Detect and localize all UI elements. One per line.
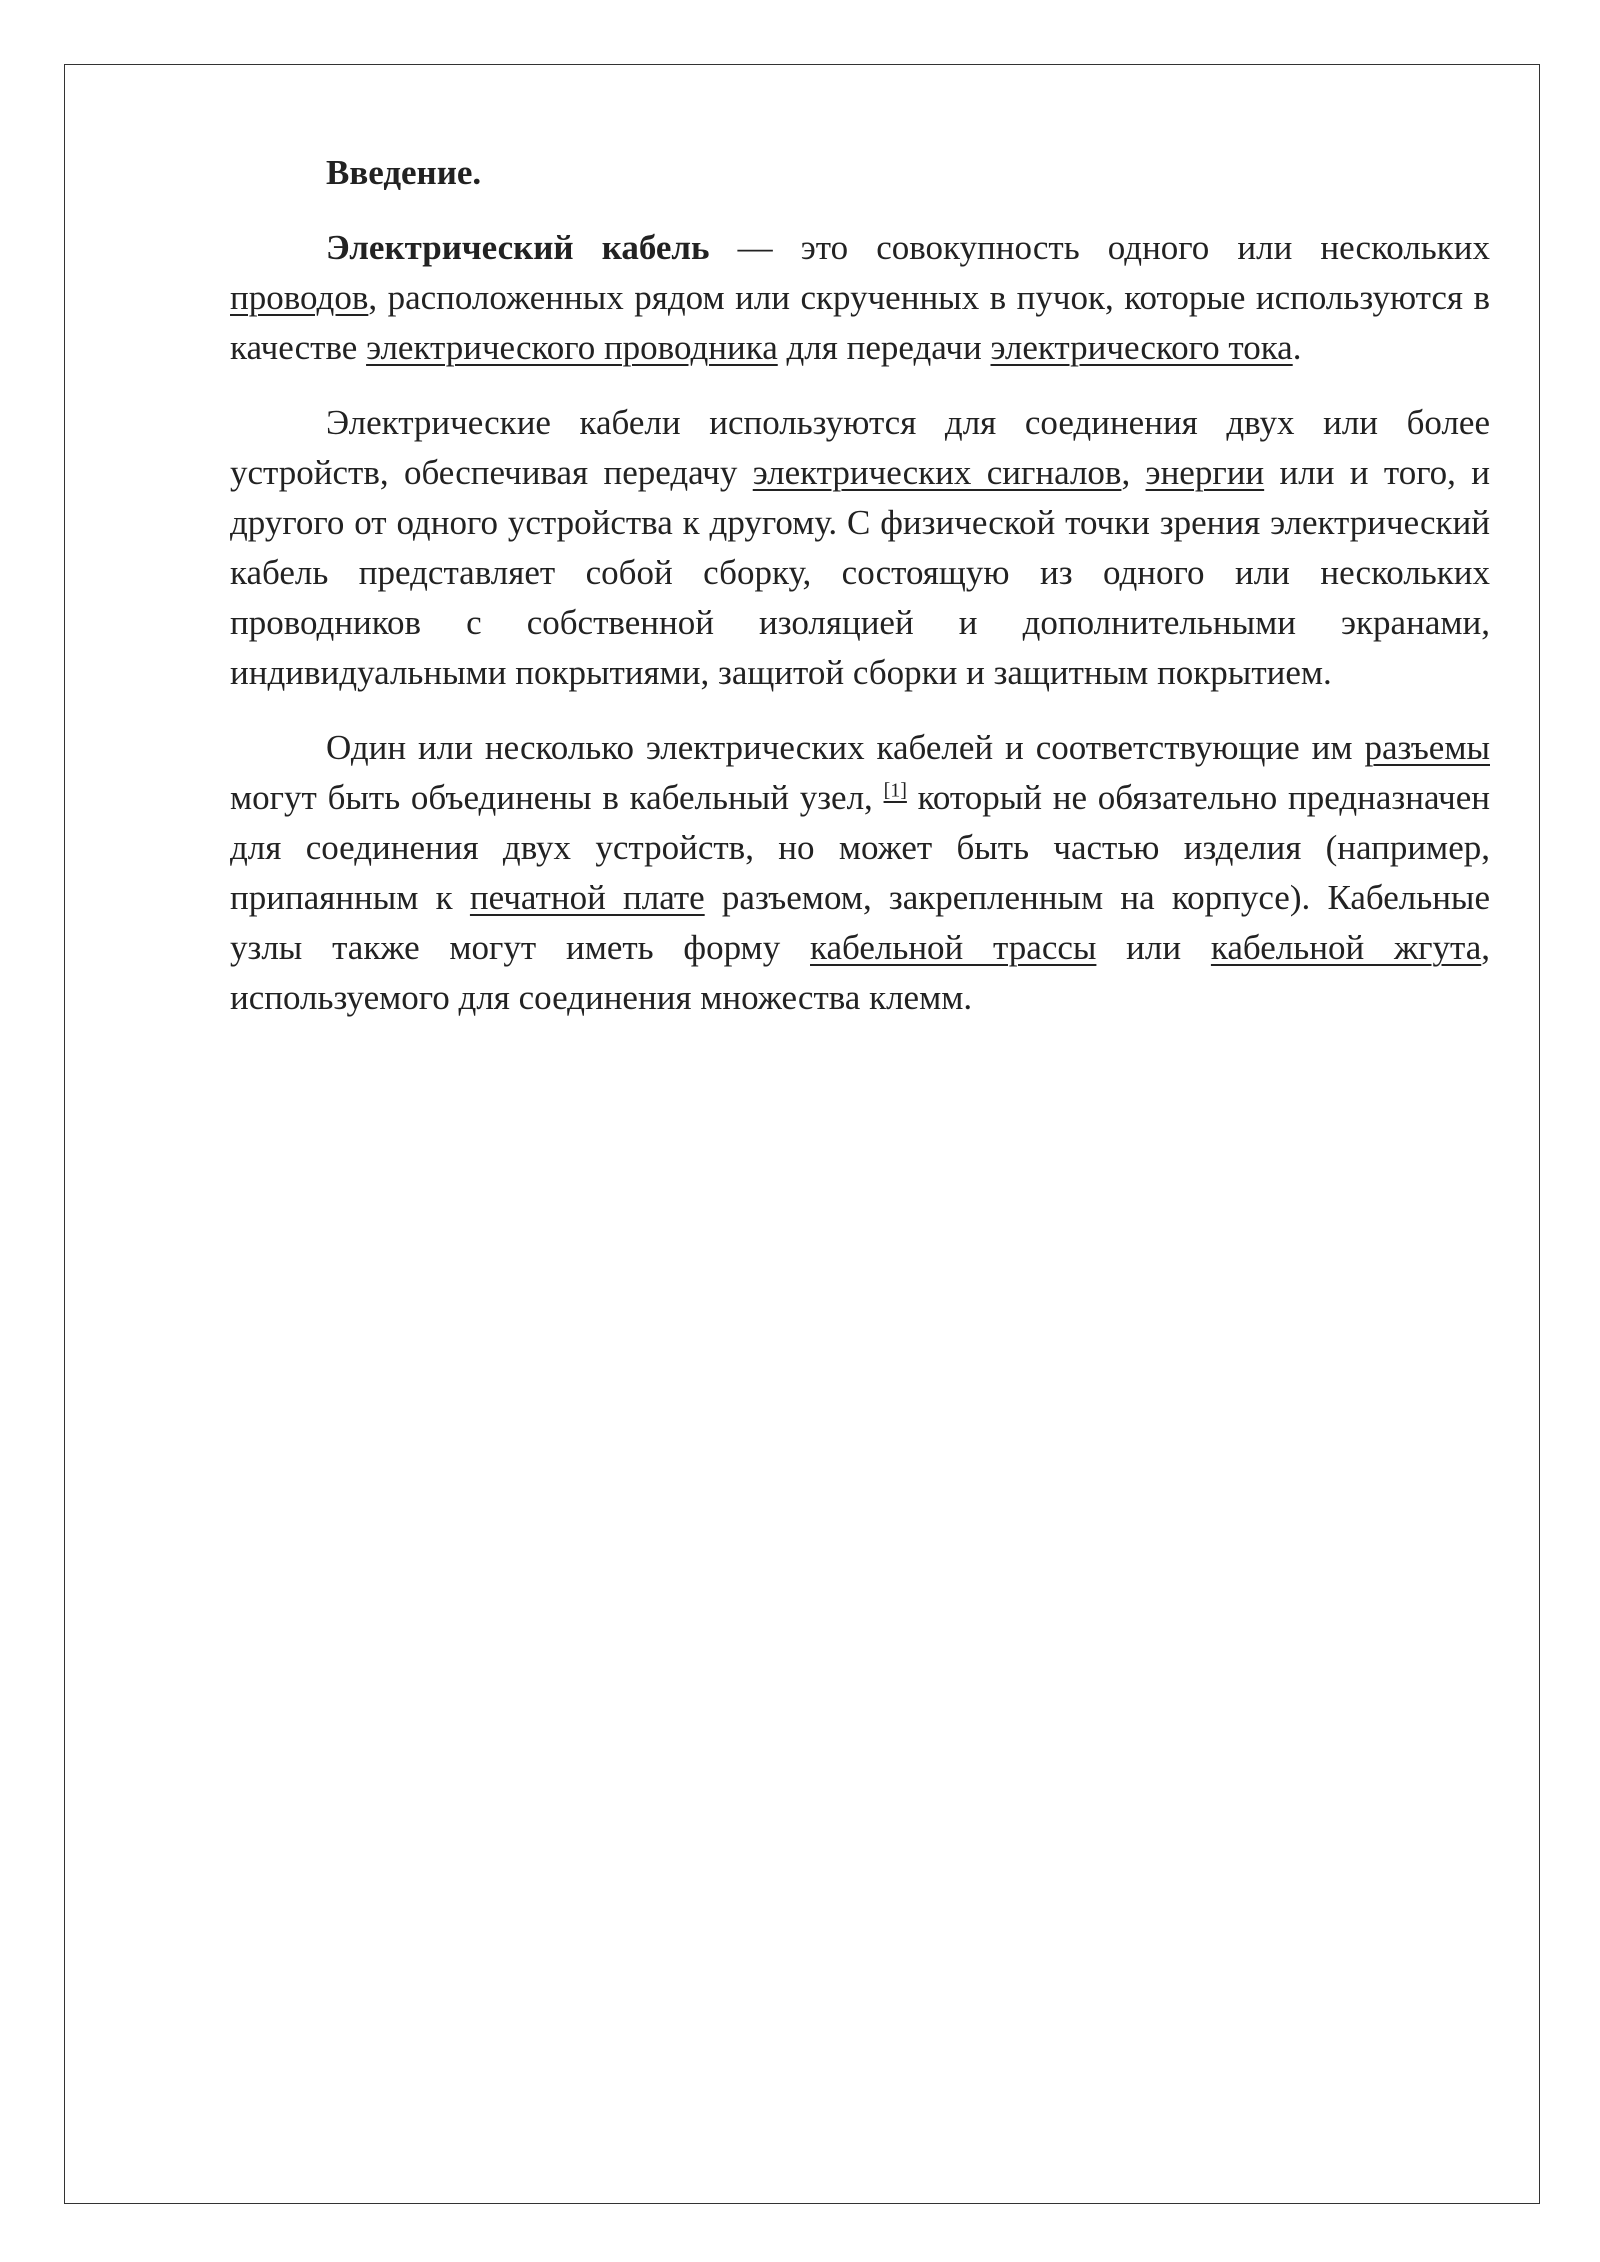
document-body	[230, 148, 1490, 1048]
link-connectors[interactable]: разъемы	[1364, 728, 1490, 767]
text-span: , расположенных рядом или скрученных в пучок, которые используются в качестве	[230, 278, 1490, 367]
link-electric-current[interactable]: электрического тока	[990, 328, 1293, 367]
footnote-reference[interactable]: [1]	[883, 779, 907, 802]
text-span: ,	[1121, 453, 1146, 492]
text-span: — это совокупность одного или нескольких	[709, 228, 1491, 267]
text-span: Электрические кабели используются для соединения двух или более устройств, обеспечивая передачу	[230, 403, 1490, 492]
text-span: могут быть объединены в кабельный узел,	[230, 778, 884, 817]
text-span: , используемого для соединения множества клемм.	[230, 928, 1491, 1017]
text-span: который не обязательно предназначен для соединения двух устройств, но может быть частью изделия (например, припаянным к	[230, 778, 1490, 917]
link-printed-circuit-board[interactable]: печатной плате	[469, 878, 705, 917]
link-energy[interactable]: энергии	[1145, 453, 1265, 492]
text-span: Один или несколько электрических кабелей и соответствующие им	[326, 728, 1365, 767]
link-wires[interactable]: проводов	[230, 278, 369, 317]
defined-term: Электрический кабель	[326, 228, 710, 267]
link-electrical-signals[interactable]: электрических сигналов	[752, 453, 1122, 492]
paragraph-assembly	[230, 723, 1490, 1023]
paragraph-definition	[230, 223, 1490, 373]
link-cable-tray[interactable]: кабельной трассы	[810, 928, 1097, 967]
text-span: разъемом, закрепленным на корпусе). Кабельные узлы также могут иметь форму	[230, 878, 1490, 967]
text-span: или и того, и другого от одного устройства к другому. С физической точки зрения электрический кабель представляет собой сборку, состоящую из одного или нескольких проводников с собственной изоляцией и дополнительными экранами, индивидуальными покрытиями, защитой сборки и защитным покрытием.	[230, 453, 1491, 692]
link-electrical-conductor[interactable]: электрического проводника	[366, 328, 778, 367]
section-heading: Введение.	[326, 153, 482, 192]
paragraph-usage	[230, 398, 1490, 698]
text-span: .	[1292, 328, 1302, 367]
text-span: для передачи	[777, 328, 991, 367]
link-cable-harness[interactable]: кабельной жгута	[1210, 928, 1482, 967]
text-span: или	[1096, 928, 1211, 967]
